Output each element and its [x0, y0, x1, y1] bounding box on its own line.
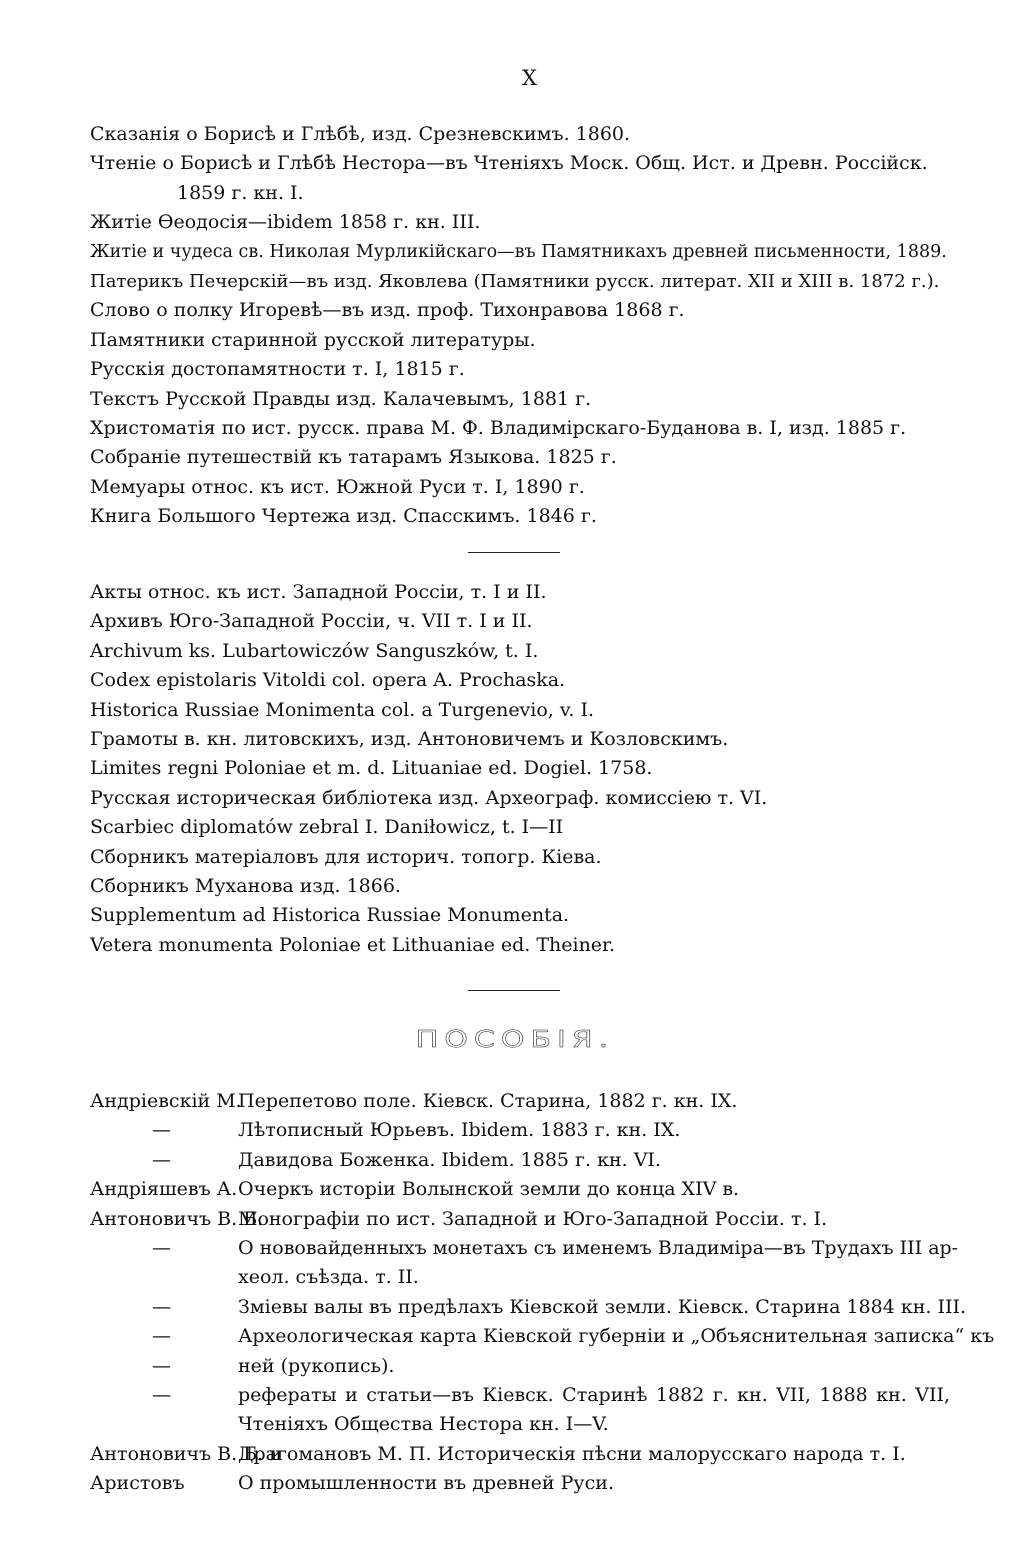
list-item: Христоматія по ист. русск. права М. Ф. Владимірскаго-Буданова в. I, изд. 1885 г.	[90, 417, 907, 440]
list-item: Limites regni Poloniae et m. d. Lituaniae ed. Dogiel. 1758.	[90, 757, 653, 780]
list-item: Слово о полку Игоревѣ—въ изд. проф. Тихонравова 1868 г.	[90, 299, 685, 322]
aid-text: Археологическая карта Кіевской губерніи и „Объяснительная записка“ къ	[238, 1325, 995, 1348]
aid-entry-continuation	[90, 1263, 950, 1292]
aid-author-empty	[90, 1263, 238, 1292]
aid-entry	[90, 1146, 950, 1175]
aid-entry-continuation	[90, 1410, 950, 1439]
list-item: Vetera monumenta Poloniae et Lithuaniae ed. Theiner.	[90, 933, 616, 956]
aid-text: Драгомановъ М. П. Историческія пѣсни малорусскаго народа т. I.	[238, 1442, 906, 1465]
aid-author-empty	[90, 1410, 238, 1439]
aid-entry	[90, 1116, 950, 1145]
list-item: Мемуары относ. къ ист. Южной Руси т. I, 1890 г.	[90, 475, 585, 498]
list-item: Акты относ. къ ист. Западной Россіи, т. I и II.	[90, 581, 547, 603]
section-divider	[468, 552, 560, 553]
aid-text: Чтеніяхъ Общества Нестора кн. I—V.	[238, 1413, 609, 1436]
aid-author-ditto: —	[152, 1237, 171, 1260]
aid-text: Давидова Боженка. Ibidem. 1885 г. кн. VI.	[238, 1148, 661, 1171]
list-item: Чтеніе о Борисѣ и Глѣбѣ Нестора—въ Чтеніяхъ Моск. Общ. Ист. и Древн. Россійск.	[90, 152, 928, 175]
aid-entry	[90, 1322, 995, 1351]
list-item: Scarbiec diplomatów zebral I. Daniłowicz, t. I—II	[90, 816, 564, 839]
aid-author: Аристовъ	[90, 1472, 185, 1495]
list-item: Книга Большого Чертежа изд. Спасскимъ. 1846 г.	[90, 505, 597, 528]
list-item: Supplementum ad Historica Russiae Monumenta.	[90, 904, 570, 927]
aid-author: Андріевскій М.	[90, 1090, 242, 1112]
list-item: Патерикъ Печерскій—въ изд. Яковлева (Памятники русск. литерат. XII и XIII в. 1872 г.).	[90, 271, 940, 293]
aid-author-ditto: —	[152, 1119, 171, 1142]
aid-author-ditto: —	[152, 1384, 171, 1407]
aid-author-ditto: —	[152, 1325, 171, 1348]
aid-entry	[90, 1469, 950, 1498]
aid-author-ditto: —	[152, 1148, 171, 1171]
aid-entry	[90, 1175, 950, 1204]
aid-entry	[90, 1352, 950, 1381]
section-divider	[468, 990, 560, 991]
list-item: Русская историческая библіотека изд. Археограф. комиссіею т. VI.	[90, 786, 768, 809]
aid-text: Очеркъ исторіи Волынской земли до конца XIV в.	[238, 1178, 740, 1201]
list-item: Грамоты в. кн. литовскихъ, изд. Антоновичемъ и Козловскимъ.	[90, 728, 729, 751]
aid-author: Антоновичъ В. Б. и	[90, 1442, 282, 1465]
aid-text: Зміевы валы въ предѣлахъ Кіевской земли. Кіевск. Старина 1884 кн. III.	[238, 1295, 967, 1318]
aid-text: Перепетово поле. Кіевск. Старина, 1882 г. кн. IX.	[238, 1090, 738, 1112]
aid-entry	[90, 1087, 950, 1116]
list-item: Archivum ks. Lubartowiczów Sanguszków, t. I.	[90, 639, 539, 662]
list-item: Собраніе путешествій къ татарамъ Языкова. 1825 г.	[90, 446, 617, 469]
aid-text: рефераты и статьи—въ Кіевск. Старинѣ 1882 г. кн. VII, 1888 кн. VII,	[238, 1384, 950, 1407]
aid-author-ditto: —	[152, 1295, 171, 1318]
page-number: X	[522, 66, 538, 90]
aids-list	[90, 1087, 995, 1499]
aid-entry	[90, 1205, 950, 1234]
aid-text: О нововайденныхъ монетахъ съ именемъ Владиміра—въ Трудахъ III ар-	[238, 1237, 959, 1260]
aid-text: Лѣтописный Юрьевъ. Ibidem. 1883 г. кн. IX.	[238, 1119, 681, 1142]
list-item: Текстъ Русской Правды изд. Калачевымъ, 1881 г.	[90, 387, 592, 410]
list-item-continuation: 1859 г. кн. I.	[177, 181, 304, 204]
list-item: Житіе Ѳеодосія—ibidem 1858 г. кн. III.	[90, 211, 481, 234]
list-item: Codex epistolaris Vitoldi col. opera A. Prochaska.	[90, 669, 566, 692]
list-item: Русскія достопамятности т. I, 1815 г.	[90, 358, 465, 381]
aid-text: О промышленности въ древней Руси.	[238, 1472, 614, 1495]
aid-author: Андріяшевъ А.	[90, 1178, 238, 1201]
list-item: Архивъ Юго-Западной Россіи, ч. VII т. I и II.	[90, 610, 533, 633]
heading-text: ПОСОБІЯ.	[415, 1025, 615, 1054]
aid-text: Монографіи по ист. Западной и Юго-Западной Россіи. т. I.	[238, 1207, 828, 1230]
list-item: Сборникъ матеріаловъ для историч. топогр. Кіева.	[90, 845, 602, 868]
list-item: Памятники старинной русской литературы.	[90, 328, 536, 351]
list-item: Historica Russiae Monimenta col. a Turgenevio, v. I.	[90, 698, 594, 721]
list-item: Житіе и чудеса св. Николая Мурликійскаго—въ Памятникахъ древней письменности, 1889.	[90, 241, 947, 262]
acts-sources-list	[90, 578, 950, 960]
aid-entry	[90, 1440, 950, 1469]
aid-author: Антоновичъ В. Б.	[90, 1207, 264, 1230]
list-item: Сборникъ Муханова изд. 1866.	[90, 875, 401, 898]
aid-entry	[90, 1234, 959, 1263]
aid-author-ditto: —	[152, 1354, 171, 1377]
aid-text: ней (рукопись).	[238, 1354, 395, 1377]
section-heading	[0, 1022, 1024, 1057]
russian-sources-list	[90, 120, 950, 532]
aid-entry	[90, 1381, 950, 1410]
aid-entry	[90, 1293, 967, 1322]
list-item: Сказанія о Борисѣ и Глѣбѣ, изд. Срезневскимъ. 1860.	[90, 123, 631, 145]
aid-text: хеол. съѣзда. т. II.	[238, 1266, 419, 1289]
